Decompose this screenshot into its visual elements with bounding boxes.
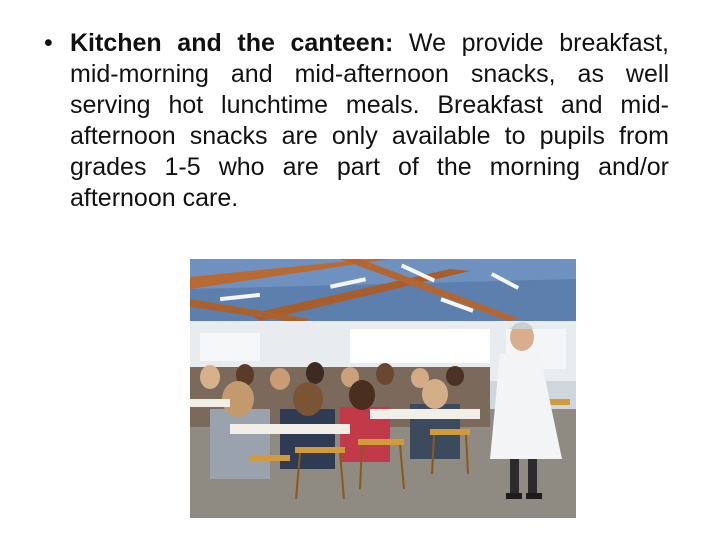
canteen-photo (190, 259, 576, 518)
bullet-paragraph (70, 28, 669, 214)
paragraph-heading: Kitchen and the canteen: (70, 29, 394, 57)
canteen-photo-illustration (190, 259, 576, 518)
window (350, 329, 490, 363)
paragraph-body: We provide breakfast, mid-morning and mid-afternoon snacks, as well serving hot lunchtime meals. Breakfast and mid-afternoon snacks are only available to pupils from grades 1-5 who are part of the morning and/or afternoon care. (70, 29, 669, 212)
bullet-marker: • (44, 29, 53, 57)
